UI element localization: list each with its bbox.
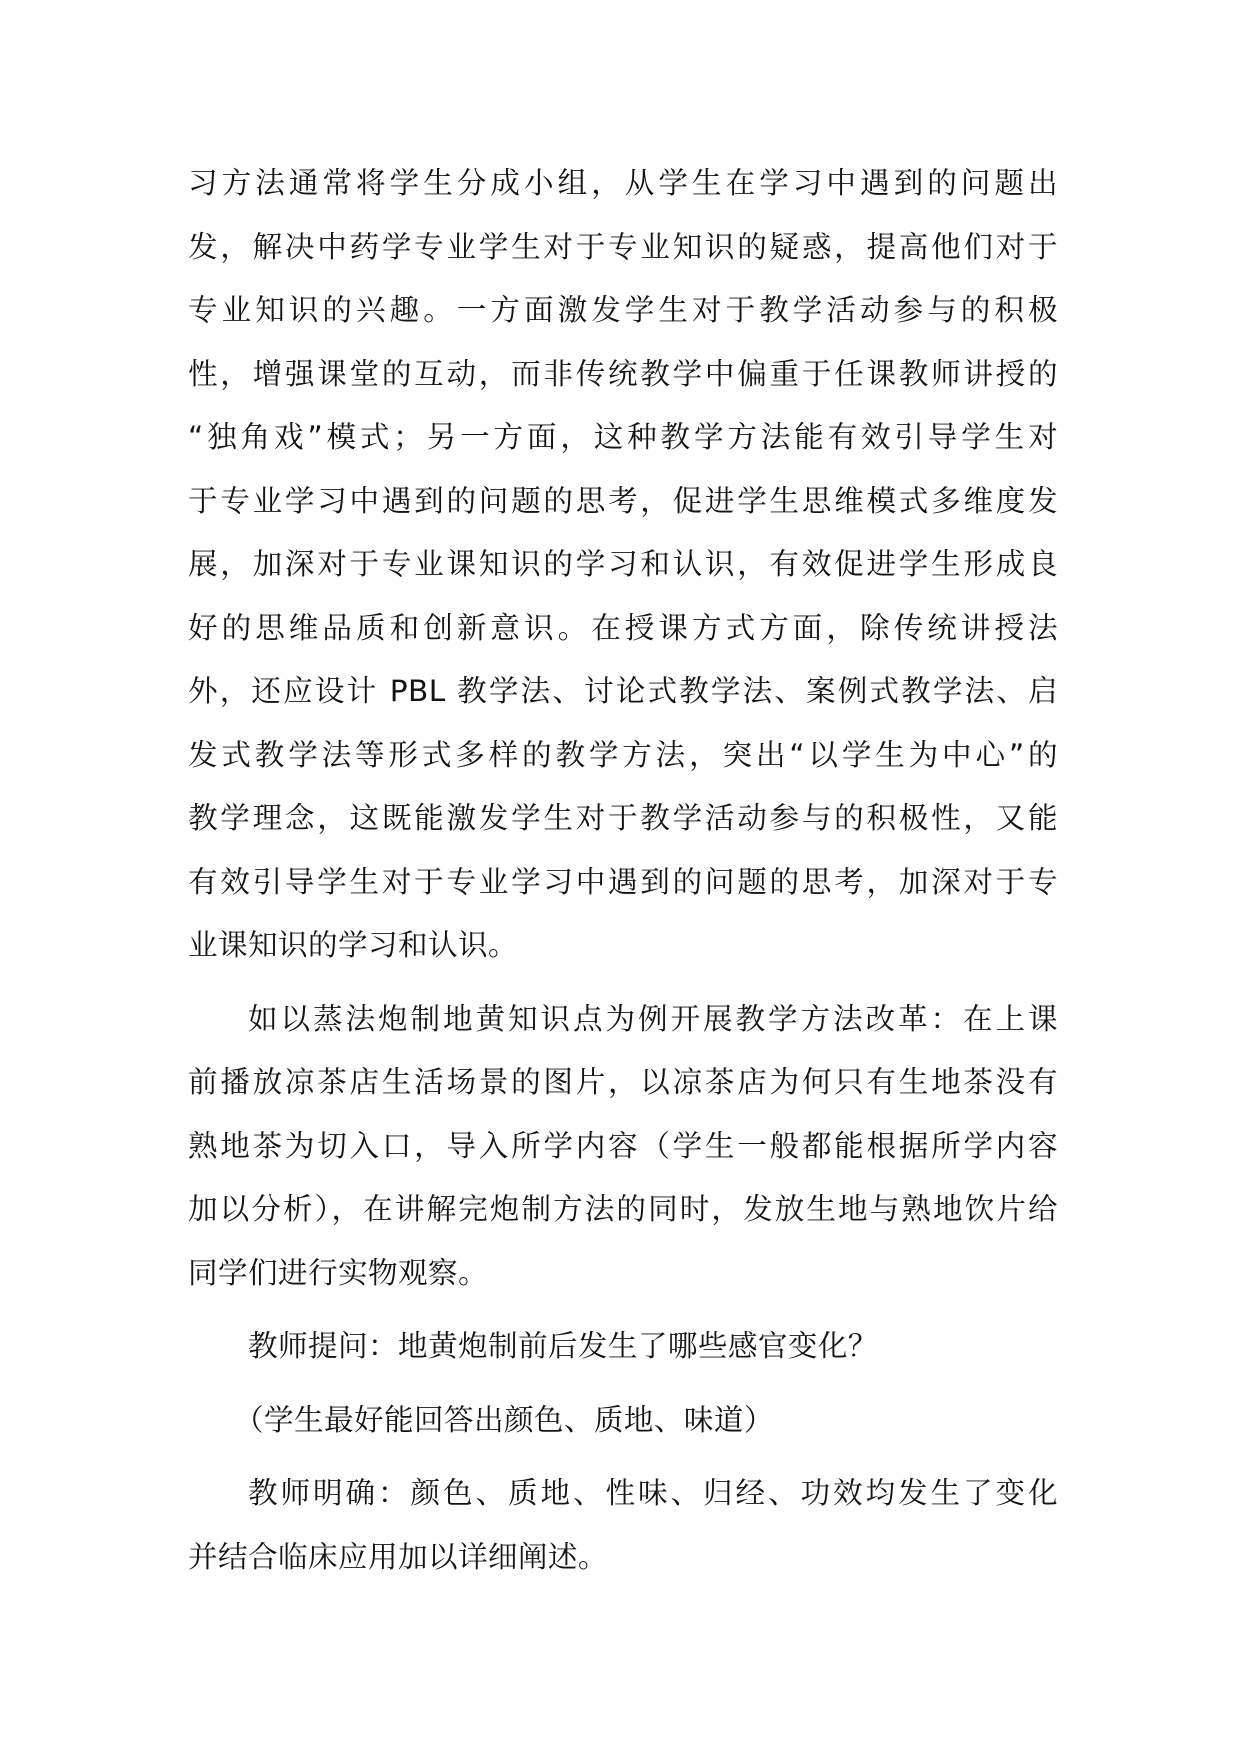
body-text <box>188 152 1058 1589</box>
paragraph-spacer <box>188 1305 1058 1315</box>
text-line: 于专业学习中遇到的问题的思考，促进学生思维模式多维度发 <box>188 483 1058 518</box>
text-line: 教师明确：颜色、质地、性味、归经、功效均发生了变化 <box>248 1476 1058 1510</box>
paragraph-4: （学生最好能回答出颜色、质地、味道） <box>234 1402 774 1437</box>
text-line: 前播放凉茶店生活场景的图片，以凉茶店为何只有生地茶没有 <box>188 1065 1058 1099</box>
text-line: 专业知识的兴趣。一方面激发学生对于教学活动参与的积极 <box>188 293 1058 327</box>
paragraph-5 <box>188 1462 1058 1589</box>
paragraph-spacer <box>188 978 1058 988</box>
paragraph-2 <box>188 988 1058 1306</box>
text-line: 发式教学法等形式多样的教学方法，突出“以学生为中心”的 <box>188 737 1058 772</box>
text-line: 好的思维品质和创新意识。在授课方式方面，除传统讲授法 <box>188 610 1058 645</box>
text-line: 有效引导学生对于专业学习中遇到的问题的思考，加深对于专 <box>188 864 1058 899</box>
paragraph-spacer <box>188 1379 1058 1389</box>
text-line: 性，增强课堂的互动，而非传统教学中偏重于任课教师讲授的 <box>188 356 1058 391</box>
text-line: 业课知识的学习和认识。 <box>188 928 518 962</box>
text-line: 展，加深对于专业课知识的学习和认识，有效促进学生形成良 <box>188 547 1058 581</box>
text-line: 发，解决中药学专业学生对于专业知识的疑惑，提高他们对于 <box>188 229 1058 264</box>
text-line: 加以分析），在讲解完炮制方法的同时，发放生地与熟地饮片给 <box>188 1192 1058 1226</box>
text-line: “独角戏”模式；另一方面，这种教学方法能有效引导学生对 <box>188 420 1058 454</box>
paragraph-3: 教师提问：地黄炮制前后发生了哪些感官变化？ <box>248 1329 878 1363</box>
paragraph-1 <box>188 152 1058 978</box>
text-line: 外，还应设计 PBL 教学法、讨论式教学法、案例式教学法、启 <box>188 674 1058 708</box>
text-line: 同学们进行实物观察。 <box>188 1255 488 1290</box>
paragraph-spacer <box>188 1452 1058 1462</box>
text-line: 习方法通常将学生分成小组，从学生在学习中遇到的问题出 <box>188 166 1058 200</box>
text-line: 熟地茶为切入口，导入所学内容（学生一般都能根据所学内容 <box>188 1128 1058 1163</box>
text-line: 如以蒸法炮制地黄知识点为例开展教学方法改革：在上课 <box>248 1001 1058 1036</box>
text-line: 教学理念，这既能激发学生对于教学活动参与的积极性，又能 <box>188 801 1058 835</box>
text-line: 并结合临床应用加以详细阐述。 <box>188 1539 608 1574</box>
